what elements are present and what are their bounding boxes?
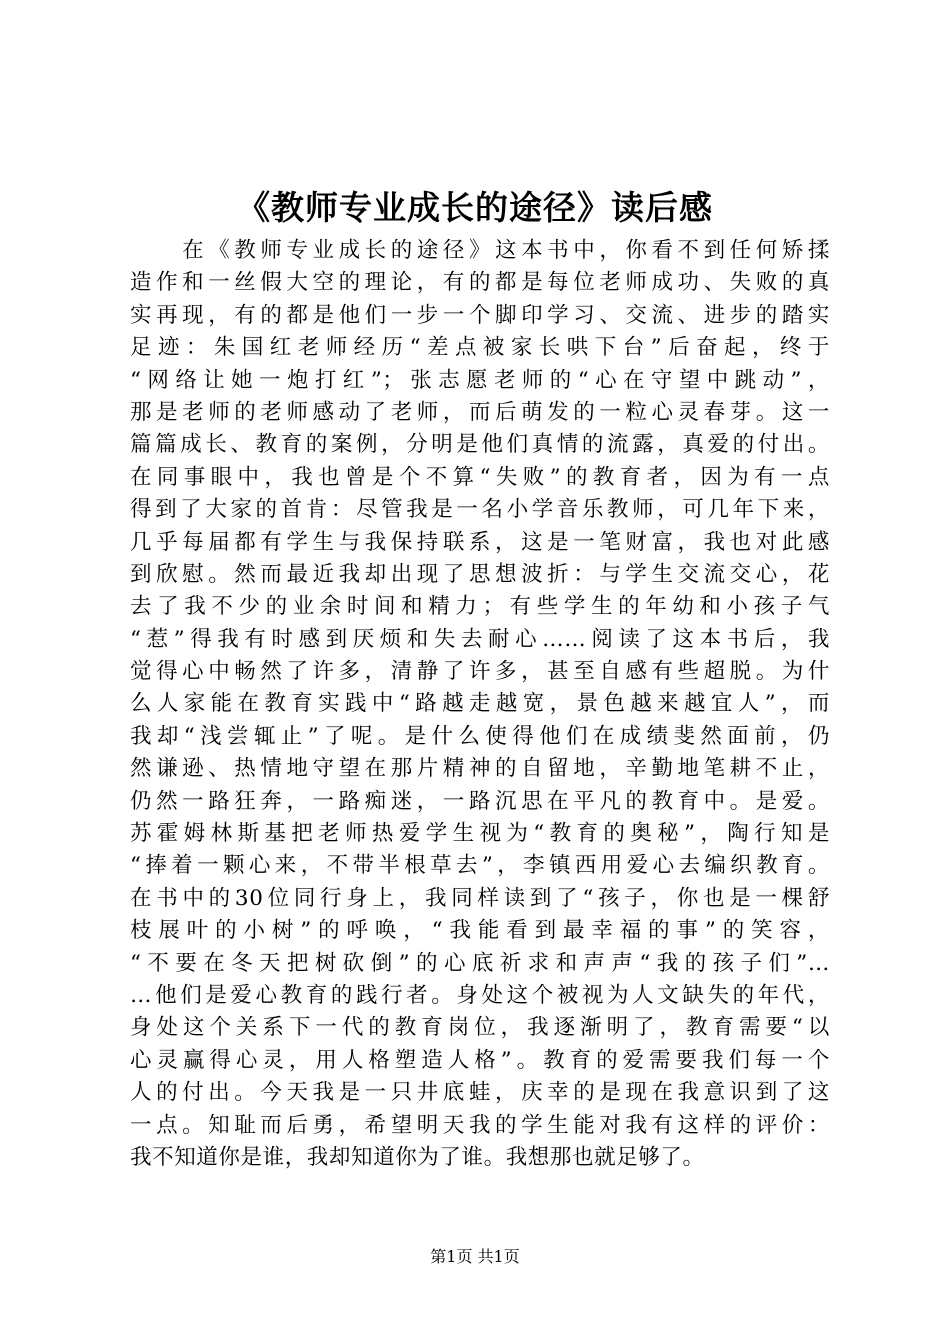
body-line: 一点。知耻而后勇，希望明天我的学生能对我有这样的评价： [130, 1112, 830, 1138]
body-line: 在同事眼中，我也曾是个不算“失败”的教育者，因为有一点 [130, 464, 830, 490]
body-line: 心灵赢得心灵，用人格塑造人格”。教育的爱需要我们每一个 [130, 1047, 830, 1073]
body-line: “惹”得我有时感到厌烦和失去耐心……阅读了这本书后，我 [130, 626, 830, 652]
body-line: 得到了大家的首肯：尽管我是一名小学音乐教师，可几年下来， [130, 497, 830, 523]
body-line: 篇篇成长、教育的案例，分明是他们真情的流露，真爱的付出。 [130, 432, 830, 458]
body-line: 在《教师专业成长的途径》这本书中，你看不到任何矫揉 [130, 238, 830, 263]
body-line: 么人家能在教育实践中“路越走越宽，景色越来越宜人”，而 [130, 691, 830, 717]
body-line: …他们是爱心教育的践行者。身处这个被视为人文缺失的年代， [130, 982, 830, 1008]
document-title: 《教师专业成长的途径》读后感 [237, 188, 713, 227]
body-line: 那是老师的老师感动了老师，而后萌发的一粒心灵春芽。这一 [130, 399, 830, 425]
body-line: 几乎每届都有学生与我保持联系，这是一笔财富，我也对此感 [130, 529, 830, 555]
body-line: 苏霍姆林斯基把老师热爱学生视为“教育的奥秘”，陶行知是 [130, 821, 830, 847]
body-line: 仍然一路狂奔，一路痴迷，一路沉思在平凡的教育中。是爱。 [130, 788, 830, 814]
body-line: 去了我不少的业余时间和精力；有些学生的年幼和小孩子气 [130, 594, 830, 620]
body-line: 足迹：朱国红老师经历“差点被家长哄下台”后奋起，终于 [130, 335, 830, 361]
page-footer: 第1页 共1页 [430, 1247, 520, 1266]
body-line: 人的付出。今天我是一只井底蛙，庆幸的是现在我意识到了这 [130, 1080, 830, 1106]
body-line: 枝展叶的小树”的呼唤，“我能看到最幸福的事”的笑容， [130, 918, 830, 944]
document-body [130, 235, 830, 1174]
body-line: 在书中的30位同行身上，我同样读到了“孩子，你也是一棵舒 [130, 885, 830, 911]
body-line: 到欣慰。然而最近我却出现了思想波折：与学生交流交心，花 [130, 561, 830, 587]
body-line: 然谦逊、热情地守望在那片精神的自留地，辛勤地笔耕不止， [130, 756, 830, 782]
body-line: “捧着一颗心来，不带半根草去”，李镇西用爱心去编织教育。 [130, 853, 830, 879]
body-line: 身处这个关系下一代的教育岗位，我逐渐明了，教育需要“以 [130, 1015, 830, 1041]
body-line: “不要在冬天把树砍倒”的心底祈求和声声“我的孩子们”… [130, 950, 830, 976]
body-line: 实再现，有的都是他们一步一个脚印学习、交流、进步的踏实 [130, 302, 830, 328]
body-line: “网络让她一炮打红”；张志愿老师的“心在守望中跳动”， [130, 367, 830, 393]
body-line: 造作和一丝假大空的理论，有的都是每位老师成功、失败的真 [130, 270, 830, 296]
body-line: 我却“浅尝辄止”了呢。是什么使得他们在成绩斐然面前，仍 [130, 723, 830, 749]
body-line: 觉得心中畅然了许多，清静了许多，甚至自感有些超脱。为什 [130, 659, 830, 685]
body-line: 我不知道你是谁，我却知道你为了谁。我想那也就足够了。 [130, 1144, 705, 1170]
